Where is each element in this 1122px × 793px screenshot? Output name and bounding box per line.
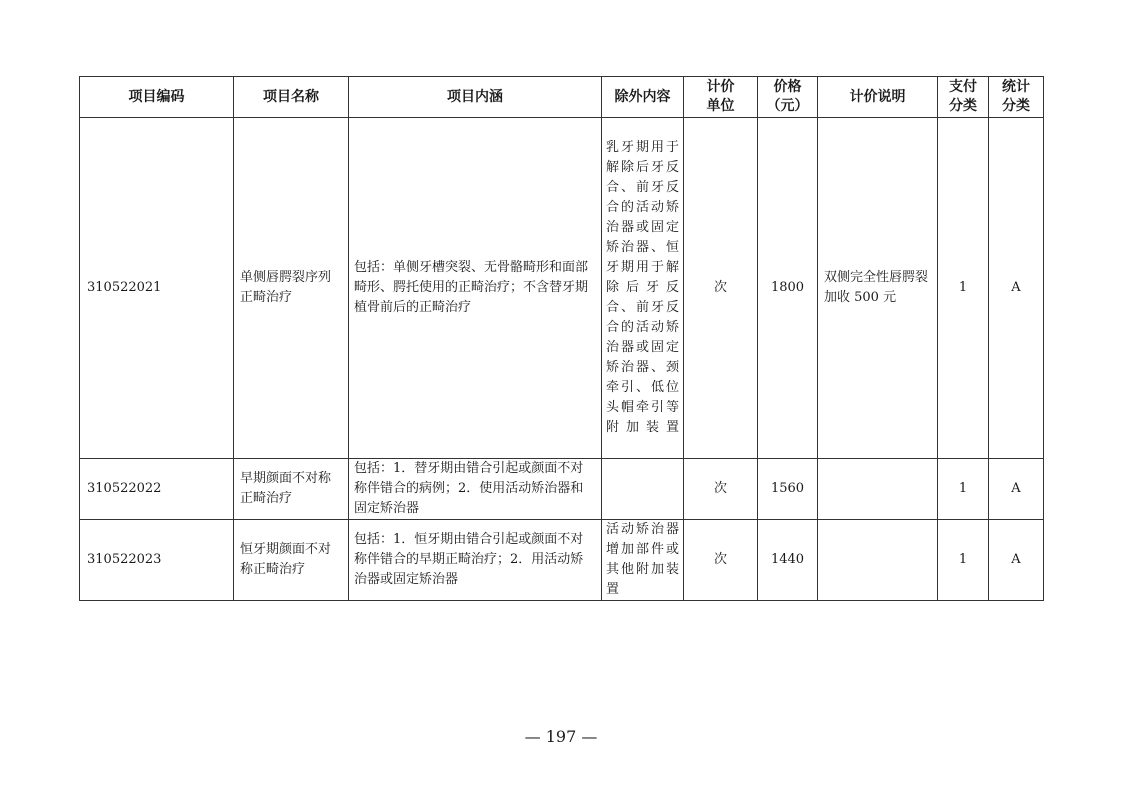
header-name: 项目名称 <box>234 77 349 118</box>
header-stat-line1: 统计 <box>1002 79 1030 95</box>
cell-stat-class: A <box>989 459 1044 520</box>
header-content: 项目内涵 <box>349 77 602 118</box>
cell-name: 恒牙期颜面不对称正畸治疗 <box>234 520 349 601</box>
header-payment-class <box>938 77 989 118</box>
cell-exclusions: 乳牙期用于解除后牙反合、前牙反合的活动矫治器或固定矫治器、恒牙期用于解除后牙反合、前牙反合的活动矫治器或固定矫治器、颈牵引、低位头帽牵引等附加装置 <box>602 118 684 459</box>
cell-content: 包括：1．恒牙期由错合引起或颜面不对称伴错合的早期正畸治疗；2．用活动矫治器或固定矫治器 <box>349 520 602 601</box>
header-row <box>80 77 1044 118</box>
cell-name: 早期颜面不对称正畸治疗 <box>234 459 349 520</box>
cell-payment-class: 1 <box>938 459 989 520</box>
cell-unit: 次 <box>684 520 758 601</box>
header-unit <box>684 77 758 118</box>
cell-payment-class: 1 <box>938 118 989 459</box>
cell-content: 包括：1．替牙期由错合引起或颜面不对称伴错合的病例；2．使用活动矫治器和固定矫治器 <box>349 459 602 520</box>
header-price-line1: 价格 <box>773 79 802 95</box>
cell-code: 310522021 <box>80 118 234 459</box>
header-payment-line1: 支付 <box>949 79 977 95</box>
cell-price: 1800 <box>758 118 818 459</box>
table-row <box>80 520 1044 601</box>
cell-exclusions: 活动矫治器增加部件或其他附加装置 <box>602 520 684 601</box>
header-price-line2: （元） <box>766 98 809 114</box>
cell-price: 1440 <box>758 520 818 601</box>
cell-exclusions <box>602 459 684 520</box>
cell-content: 包括：单侧牙槽突裂、无骨骼畸形和面部畸形、腭托使用的正畸治疗；不含替牙期植骨前后的正畸治疗 <box>349 118 602 459</box>
cell-code: 310522023 <box>80 520 234 601</box>
cell-stat-class: A <box>989 520 1044 601</box>
cell-stat-class: A <box>989 118 1044 459</box>
header-unit-line1: 计价 <box>706 79 735 95</box>
cell-unit: 次 <box>684 459 758 520</box>
header-exclusions: 除外内容 <box>602 77 684 118</box>
page-number: — 197 — <box>524 727 598 746</box>
cell-price: 1560 <box>758 459 818 520</box>
header-unit-line2: 单位 <box>706 98 735 114</box>
table-row <box>80 459 1044 520</box>
fee-schedule-table <box>79 76 1044 601</box>
header-price <box>758 77 818 118</box>
cell-payment-class: 1 <box>938 520 989 601</box>
cell-pricing-note: 双侧完全性唇腭裂加收 500 元 <box>818 118 938 459</box>
cell-pricing-note <box>818 520 938 601</box>
header-payment-line2: 分类 <box>949 98 977 114</box>
header-stat-line2: 分类 <box>1002 98 1030 114</box>
cell-unit: 次 <box>684 118 758 459</box>
header-stat-class <box>989 77 1044 118</box>
header-code: 项目编码 <box>80 77 234 118</box>
cell-pricing-note <box>818 459 938 520</box>
header-pricing-note: 计价说明 <box>818 77 938 118</box>
table-row <box>80 118 1044 459</box>
cell-name: 单侧唇腭裂序列正畸治疗 <box>234 118 349 459</box>
cell-code: 310522022 <box>80 459 234 520</box>
